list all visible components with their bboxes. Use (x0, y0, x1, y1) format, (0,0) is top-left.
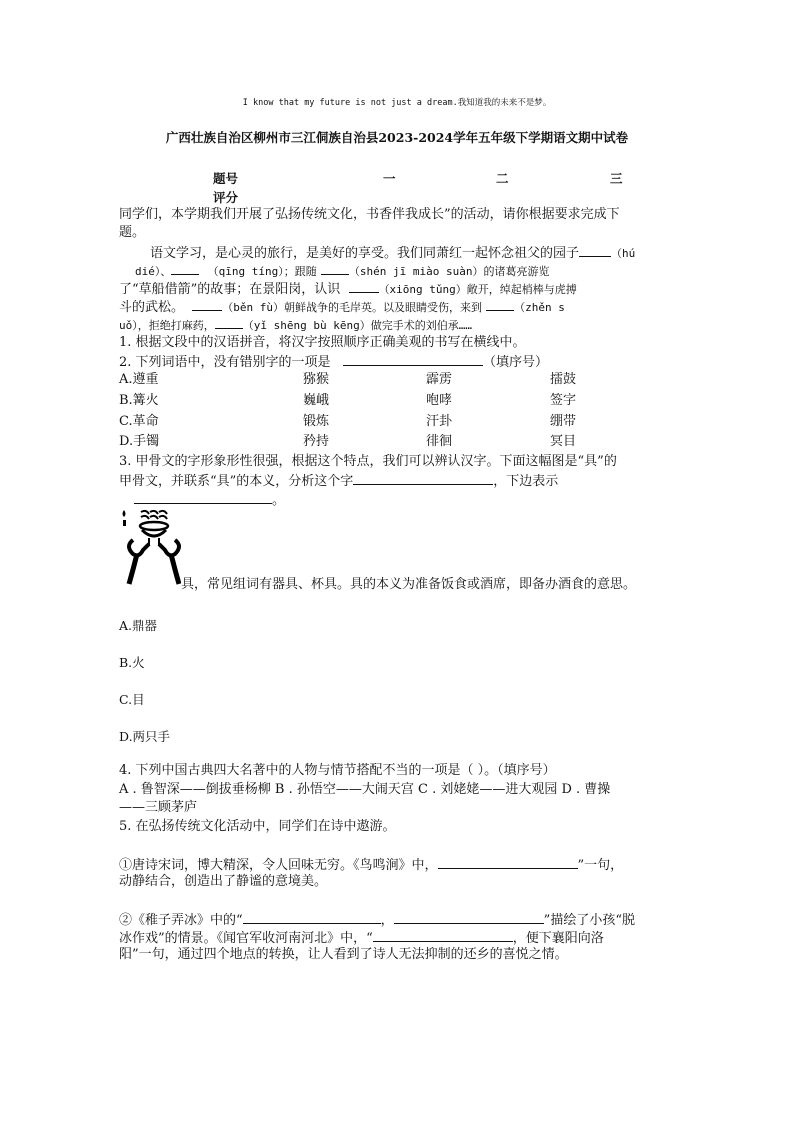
q5-part-2: ②《稚子弄冰》中的“ (119, 913, 243, 928)
answer-blank[interactable] (373, 928, 513, 942)
answer-blank[interactable] (215, 315, 243, 329)
q5-part-1-end: 动静结合，创造出了静谧的意境美。 (119, 874, 328, 889)
q3-option-d: D.两只手 (119, 729, 171, 744)
q3-option-c: C.目 (119, 692, 145, 707)
question-3-text: 甲骨文，并联系“具”的本义，分析这个字 (119, 474, 354, 489)
answer-blank[interactable] (349, 279, 379, 293)
answer-blank[interactable] (243, 910, 381, 924)
question-4: 4. 下列中国古典四大名著中的人物与情节搭配不当的一项是（ ）。（填序号） (119, 763, 556, 778)
q5-part-2-line2: 冰作戏”的情景。《闻官军收河南河北》中，“ (119, 931, 373, 946)
pinyin-hint: uǒ），拒绝打麻药， (119, 319, 215, 332)
intro-line-1: 同学们，本学期我们开展了弘扬传统文化，书香伴我成长”的活动，请你根据要求完成下 (119, 207, 620, 222)
question-5: 5. 在弘扬传统文化活动中，同学们在诗中遨游。 (119, 819, 396, 834)
page-motto: I know that my future is not just a dream.我知道我的未来不是梦。 (242, 98, 552, 108)
option-cell: 巍峨 (303, 393, 330, 408)
q3-option-a: A.鼎器 (119, 618, 158, 633)
question-4-options-cont: ——三顾茅庐 (119, 800, 198, 815)
pinyin-hint: （yǐ shēng bù kēng）做完手术的刘伯承…… (242, 319, 472, 332)
answer-blank[interactable] (486, 297, 514, 311)
pinyin-hint: （hú (611, 247, 636, 260)
answer-blank[interactable] (438, 855, 578, 869)
answer-blank[interactable] (171, 261, 199, 275)
option-cell: 徘徊 (426, 434, 453, 449)
option-cell: 擂鼓 (550, 372, 577, 387)
answer-blank[interactable] (134, 490, 272, 504)
question-3: 3. 甲骨文的字形象形性很强，根据这个特点，我们可以辨认汉字。下面这幅图是“具”的 (119, 454, 617, 469)
pinyin-hint: （xiōng tǔng）敞开，绰起梢棒与虎搏 (378, 283, 577, 296)
pinyin-hint: （qīng tíng）；跟随 (207, 265, 317, 278)
answer-blank[interactable] (353, 471, 493, 485)
option-cell: 霹雳 (426, 372, 453, 387)
column-1: 一 (383, 171, 396, 186)
passage-text: 斗的武松。 (119, 300, 185, 315)
q5-part-2-line3: 阳”一句，通过四个地点的转换，让人看到了诗人无法抑制的还乡的喜悦之情。 (119, 947, 568, 962)
option-cell: 签字 (550, 393, 577, 408)
intro-line-2: 题。 (119, 225, 146, 240)
option-cell: C.革命 (119, 414, 159, 429)
label-score: 评分 (213, 190, 239, 205)
passage-text: 语文学习，是心灵的旅行，是美好的享受。我们同萧红一起怀念祖父的园子 (150, 246, 580, 261)
question-3-text: 。 (272, 493, 286, 508)
column-3: 三 (610, 171, 623, 186)
q5-sep: ， (380, 913, 394, 928)
exam-title: 广西壮族自治区柳州市三江侗族自治县2023-2024学年五年级下学期语文期中试卷 (165, 130, 629, 145)
q3-caption: 具，常见组词有器具、杯具。具的本义为准备饭食或酒席，即备办酒食的意思。 (181, 577, 637, 592)
label-question-number: 题号 (213, 171, 239, 186)
q5-part-1-cont: ”一句， (577, 858, 624, 873)
option-cell: A.遵重 (119, 372, 159, 387)
q5-part-2-line2-cont: ，便下襄阳向洛 (512, 931, 604, 946)
option-cell: 猕猴 (303, 372, 330, 387)
question-1: 1. 根据文段中的汉语拼音，将汉字按照顺序正确美观的书写在横线中。 (119, 335, 526, 350)
pinyin-hint: dié）、 (135, 265, 172, 278)
pinyin-hint: （zhěn s (514, 301, 565, 314)
option-cell: 矜持 (303, 434, 330, 449)
question-2: 2. 下列词语中，没有错别字的一项是 (119, 355, 331, 370)
q3-option-b: B.火 (119, 655, 145, 670)
question-3-text: ，下边表示 (493, 474, 559, 489)
option-cell: 锻炼 (303, 414, 330, 429)
answer-blank[interactable] (579, 243, 611, 257)
pinyin-hint: （shén jī miào suàn）的诸葛亮游览 (348, 265, 550, 278)
answer-blank[interactable] (343, 352, 483, 366)
pinyin-hint: （běn fù）朝鲜战争的毛岸英。以及眼睛受伤，来到 (222, 301, 483, 314)
q5-part-1: ①唐诗宋词，博大精深，令人回味无穷。《鸟鸣涧》中， (119, 858, 438, 873)
q5-part-2-cont: ”描绘了小孩“脱 (543, 913, 635, 928)
question-2-hint: （填序号） (482, 355, 548, 370)
oracle-bone-ju-image (119, 508, 181, 588)
option-cell: 绷带 (550, 414, 577, 429)
answer-blank[interactable] (192, 297, 222, 311)
column-2: 二 (496, 171, 509, 186)
option-cell: D.手镯 (119, 434, 160, 449)
option-cell: 汗卦 (426, 414, 453, 429)
answer-blank[interactable] (321, 261, 349, 275)
option-cell: B.篝火 (119, 393, 159, 408)
option-cell: 咆哮 (426, 393, 453, 408)
question-4-options: A . 鲁智深——倒拔垂杨柳 B . 孙悟空——大闹天宫 C . 刘姥姥——进大观园 D . 曹操 (119, 782, 611, 797)
passage-text: 了“草船借箭”的故事；在景阳岗，认识 (119, 282, 341, 297)
option-cell: 冥目 (550, 434, 577, 449)
answer-blank[interactable] (394, 910, 544, 924)
